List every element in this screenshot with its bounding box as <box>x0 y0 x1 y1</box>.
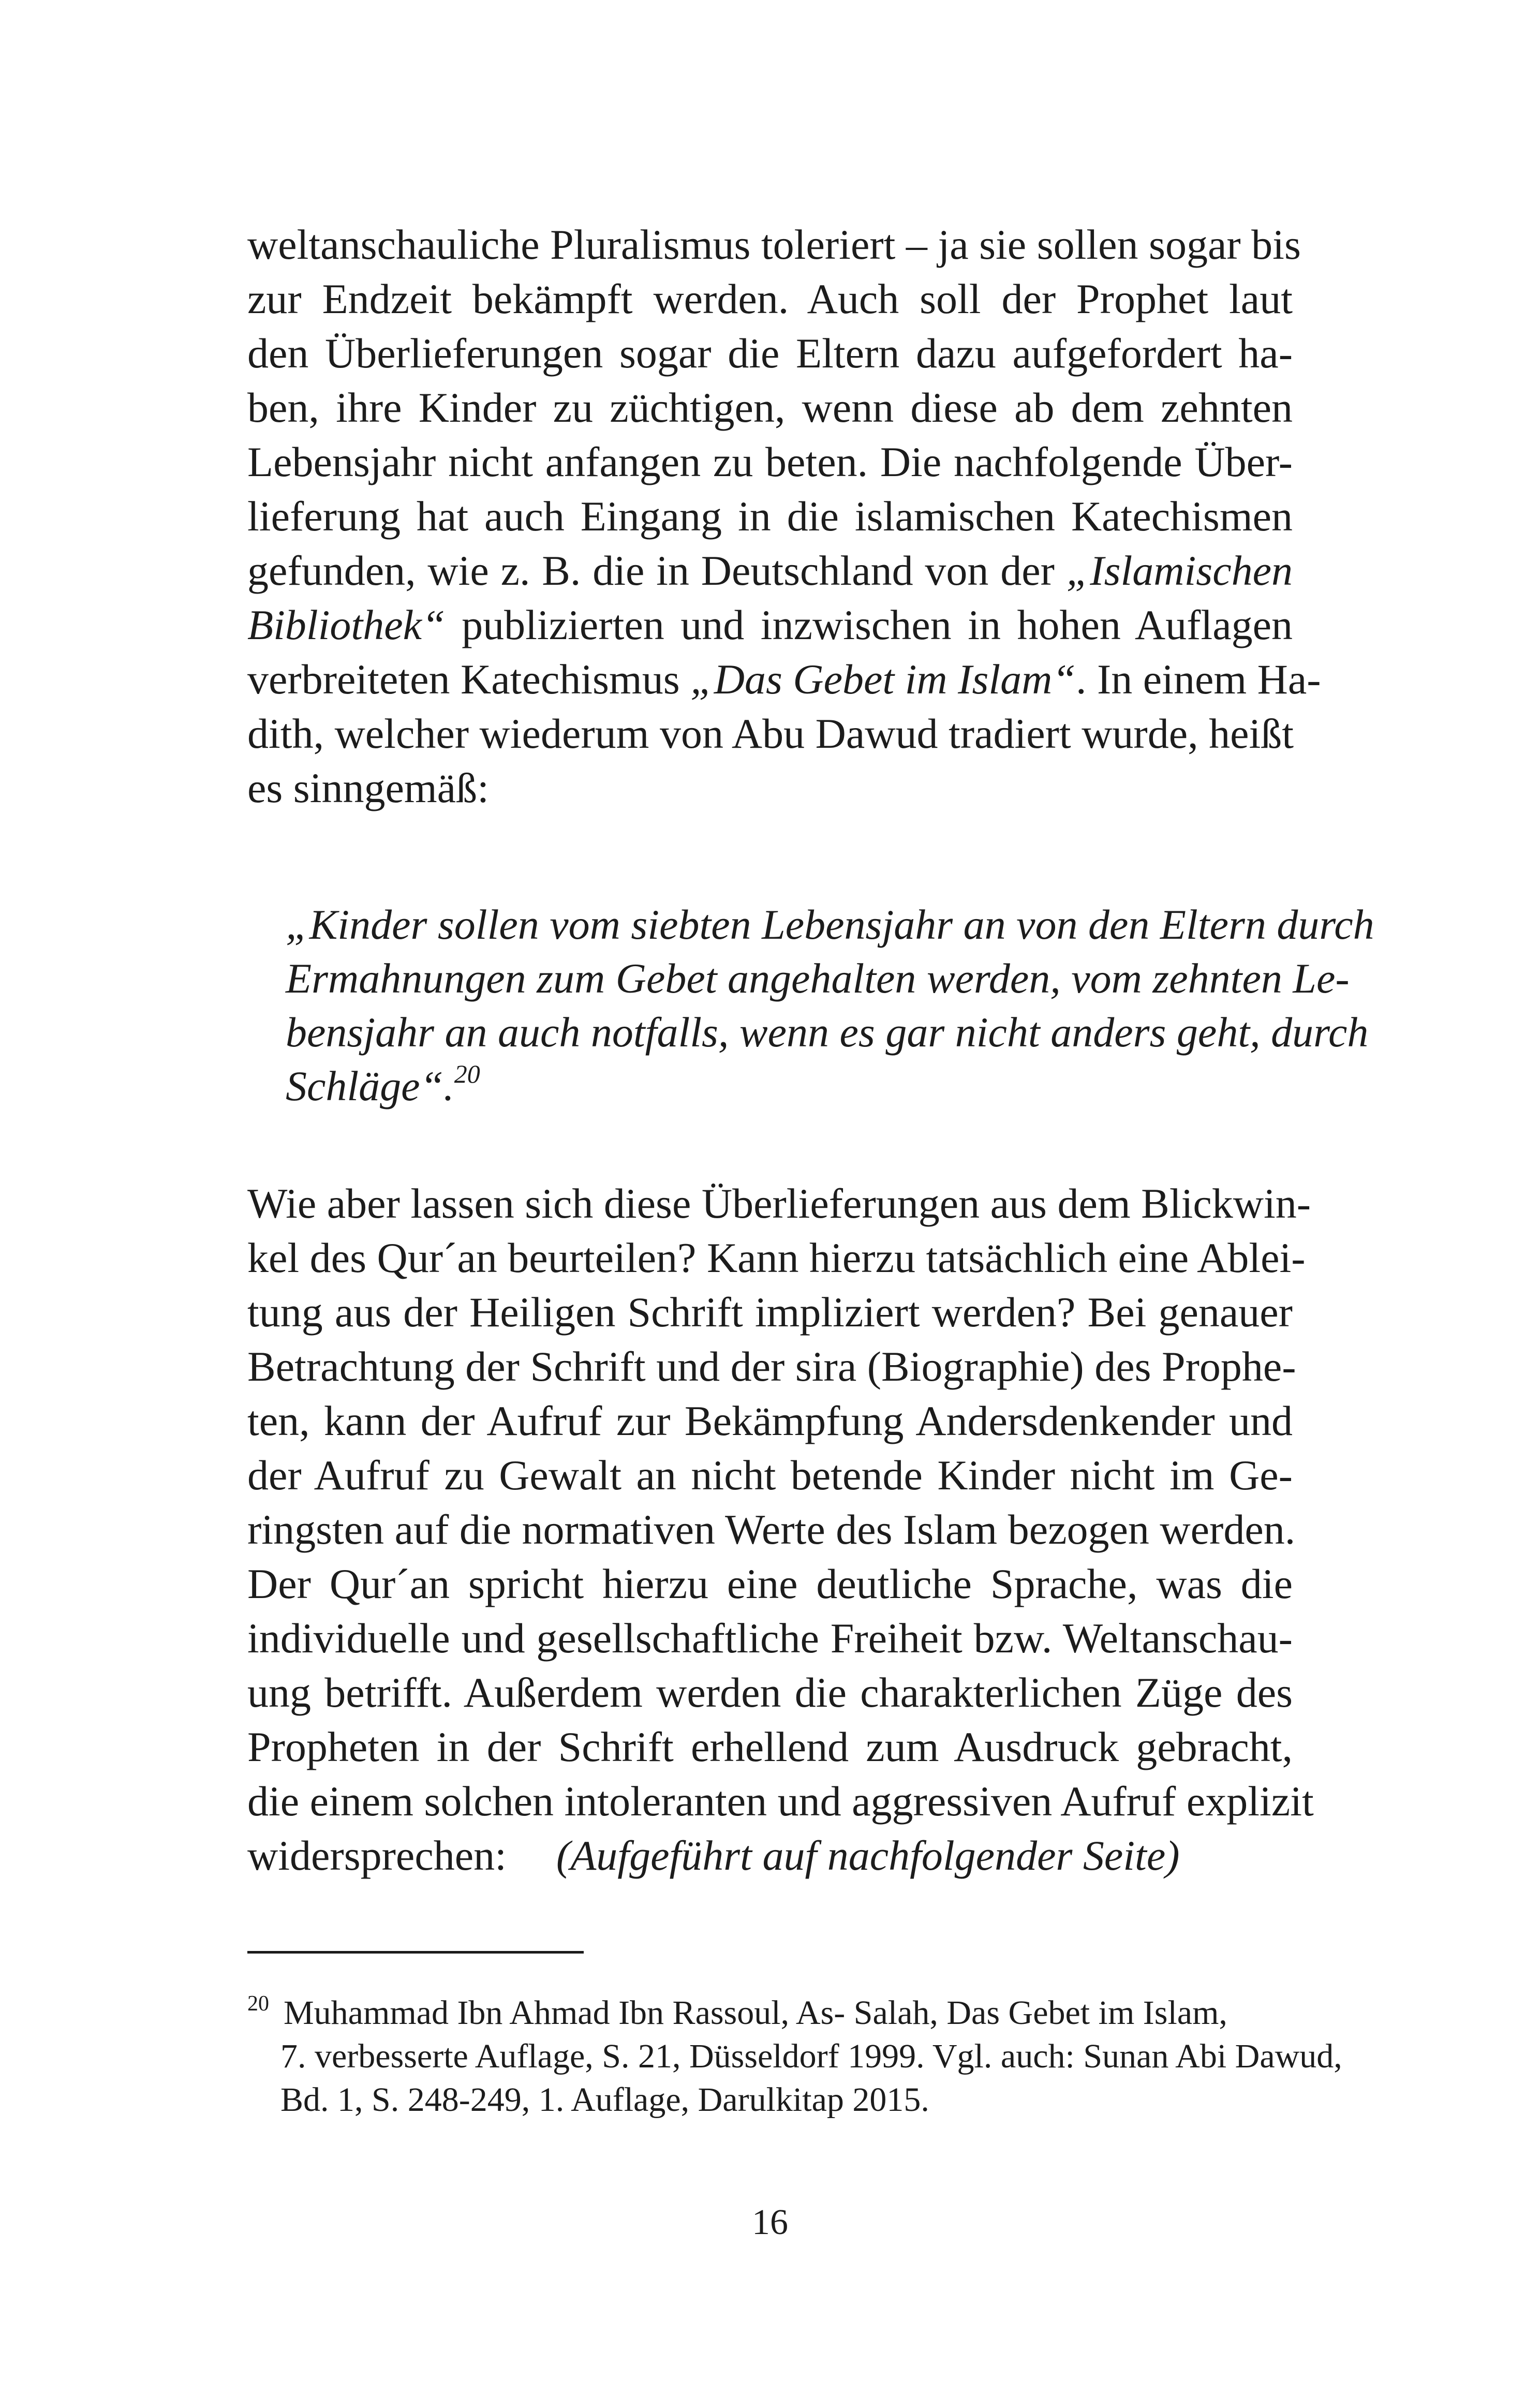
footnote-separator <box>247 1951 584 1954</box>
see-next-page-note: (Aufgeführt auf nachfolgender Seite) <box>556 1832 1180 1879</box>
paragraph-line: lieferung hat auch Eingang in die islamischen Katechismen <box>247 493 1293 540</box>
line-text: Muhammad Ibn Ahmad Ibn Rassoul, As- Salah, Das Gebet im Islam, <box>284 1994 1227 2032</box>
line-text: gefunden, wie z. B. die in Deutschland von der <box>247 547 1067 594</box>
footnote-line <box>247 1991 1293 2035</box>
paragraph-line: tung aus der Heiligen Schrift impliziert werden? Bei genauer <box>247 1289 1293 1336</box>
footnote-number: 20 <box>247 1992 269 2016</box>
paragraph-1 <box>247 217 1321 815</box>
hadith-quote <box>286 898 1374 1113</box>
paragraph-line: ringsten auf die normativen Werte des Islam bezogen werden. <box>247 1506 1296 1553</box>
line-text: Schläge“. <box>286 1062 454 1110</box>
page-number: 16 <box>752 2202 788 2242</box>
paragraph-line: Lebensjahr nicht anfangen zu beten. Die nachfolgende Über- <box>247 438 1293 485</box>
quote-line: „Kinder sollen vom siebten Lebensjahr an von den Eltern durch <box>286 901 1374 948</box>
paragraph-line: ben, ihre Kinder zu züchtigen, wenn diese ab dem zehnten <box>247 384 1293 431</box>
italic-title: „Das Gebet im Islam“ <box>690 656 1076 703</box>
footnote <box>247 1991 1342 2122</box>
paragraph-line: Der Qur´an spricht hierzu eine deutliche Sprache, was die <box>247 1560 1293 1607</box>
paragraph-line: Propheten in der Schrift erhellend zum Ausdruck gebracht, <box>247 1723 1293 1770</box>
paragraph-line: zur Endzeit bekämpft werden. Auch soll der Prophet laut <box>247 275 1293 322</box>
paragraph-line: die einem solchen intoleranten und aggressiven Aufruf explizit <box>247 1778 1314 1825</box>
line-text: . In einem Ha- <box>1075 656 1321 703</box>
paragraph-line <box>247 1828 1293 1883</box>
paragraph-line: der Aufruf zu Gewalt an nicht betende Kinder nicht im Ge- <box>247 1452 1293 1499</box>
paragraph-line: es sinngemäß: <box>247 764 489 811</box>
paragraph-line <box>247 598 1293 652</box>
quote-line: Ermahnungen zum Gebet angehalten werden, vom zehnten Le- <box>286 955 1350 1002</box>
paragraph-2 <box>247 1176 1314 1883</box>
paragraph-line: weltanschauliche Pluralismus toleriert – ja sie sollen sogar bis <box>247 221 1301 268</box>
paragraph-line: den Überlieferungen sogar die Eltern dazu aufgefordert ha- <box>247 330 1293 377</box>
quote-line <box>286 1059 1293 1113</box>
paragraph-line <box>247 652 1321 706</box>
paragraph-line: ten, kann der Aufruf zur Bekämpfung Andersdenkender und <box>247 1397 1293 1444</box>
line-text: publizierten und inzwischen in hohen Auflagen <box>445 601 1293 648</box>
line-text: widersprechen: <box>247 1832 507 1879</box>
footnote-line: Bd. 1, S. 248-249, 1. Auflage, Darulkitap 2015. <box>280 2081 929 2119</box>
footnote-line: 7. verbesserte Auflage, S. 21, Düsseldorf 1999. Vgl. auch: Sunan Abi Dawud, <box>280 2037 1342 2075</box>
paragraph-line: individuelle und gesellschaftliche Freiheit bzw. Weltanschau- <box>247 1615 1293 1662</box>
footnote-reference: 20 <box>454 1059 480 1088</box>
quote-line: bensjahr an auch notfalls, wenn es gar nicht anders geht, durch <box>286 1009 1369 1056</box>
italic-title: „Islamischen <box>1066 547 1293 594</box>
italic-title: Bibliothek“ <box>247 601 446 648</box>
paragraph-line: Betrachtung der Schrift und der sira (Biographie) des Prophe- <box>247 1343 1296 1390</box>
line-text: verbreiteten Katechismus <box>247 656 691 703</box>
paragraph-line: Wie aber lassen sich diese Überlieferungen aus dem Blickwin- <box>247 1180 1311 1227</box>
paragraph-line: dith, welcher wiederum von Abu Dawud tradiert wurde, heißt <box>247 710 1294 757</box>
paragraph-line: kel des Qur´an beurteilen? Kann hierzu tatsächlich eine Ablei- <box>247 1234 1306 1281</box>
paragraph-line: ung betrifft. Außerdem werden die charakterlichen Züge des <box>247 1669 1293 1716</box>
paragraph-line <box>247 543 1293 598</box>
